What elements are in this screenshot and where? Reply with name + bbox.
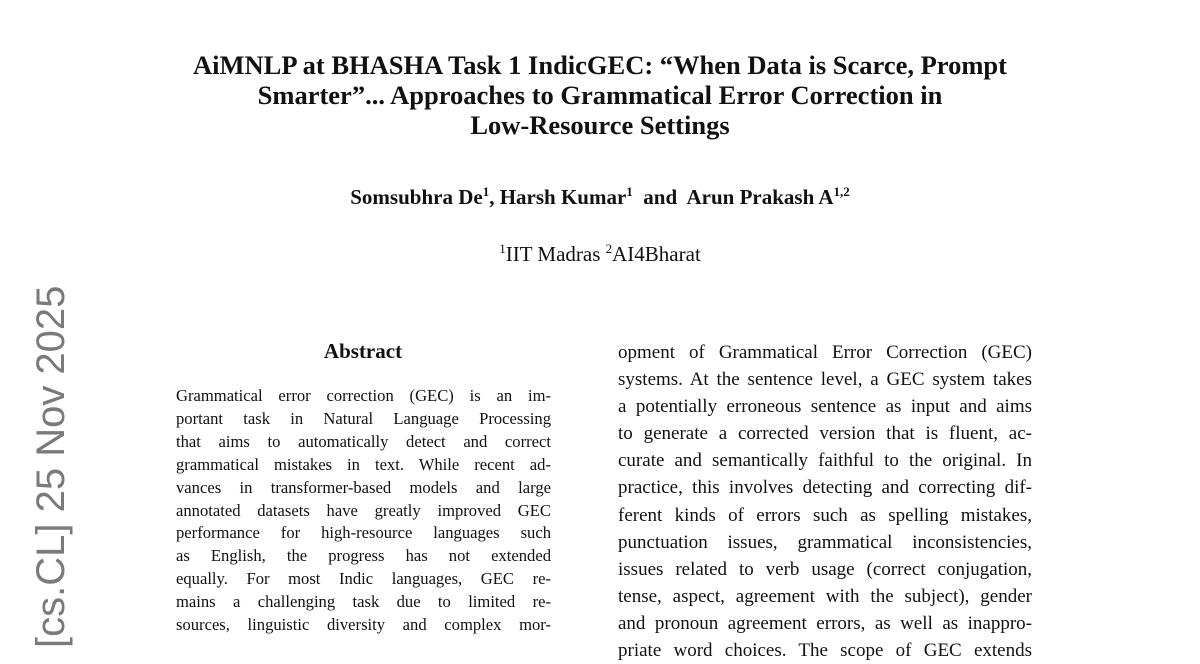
abstract-line: annotated datasets have greatly improved GEC [176, 500, 551, 520]
abstract-line: Grammatical error correction (GEC) is an im- [176, 386, 551, 405]
affiliation-name: IIT Madras [505, 242, 601, 266]
body-line: and pronoun agreement errors, as well as inappro- [618, 612, 1032, 634]
abstract-line: mains a challenging task due to limited re- [176, 592, 551, 612]
affiliation-mark: 2 [605, 241, 613, 256]
abstract-line: that aims to automatically detect and correct [176, 431, 551, 451]
body-line: tense, aspect, agreement with the subject), gender [618, 585, 1032, 607]
abstract-line: vances in transformer-based models and large [176, 477, 551, 497]
affiliations [100, 241, 1100, 267]
body-line: systems. At the sentence level, a GEC system takes [618, 369, 1032, 391]
body-line: ferent kinds of errors such as spelling mistakes, [618, 504, 1032, 526]
affiliation-name: AI4Bharat [612, 242, 701, 266]
abstract-line: grammatical mistakes in text. While recent ad- [176, 454, 551, 474]
paper-title [100, 50, 1100, 140]
author-affiliation-mark: 1 [626, 184, 633, 199]
author-separator: and [643, 185, 678, 209]
body-line: punctuation issues, grammatical inconsistencies, [618, 531, 1032, 553]
body-line: to generate a corrected version that is fluent, ac- [618, 423, 1032, 445]
title-line: Low-Resource Settings [470, 110, 730, 140]
abstract-line: equally. For most Indic languages, GEC re- [176, 569, 551, 589]
author-name: Somsubhra De [350, 185, 483, 209]
abstract-heading: Abstract [323, 339, 403, 363]
author-affiliation-mark: 1,2 [833, 184, 850, 199]
author-list [100, 184, 1100, 210]
body-line: priate word choices. The scope of GEC extends [618, 640, 1032, 662]
author-affiliation-mark: 1 [482, 184, 490, 199]
author-name: Arun Prakash A [686, 185, 834, 209]
abstract-line: performance for high-resource languages such [176, 523, 551, 543]
body-line: issues related to verb usage (correct conjugation, [618, 558, 1032, 580]
abstract-body [176, 385, 551, 637]
body-line: practice, this involves detecting and correcting dif- [618, 477, 1032, 499]
arxiv-side-stamp: [cs.CL] 25 Nov 2025 [29, 285, 73, 648]
body-line: opment of Grammatical Error Correction (GEC) [618, 342, 1032, 363]
author-separator: , [489, 185, 495, 209]
title-line: Smarter”... Approaches to Grammatical Error Correction in [257, 80, 943, 110]
intro-column [618, 339, 1032, 664]
body-line: curate and semantically faithful to the original. In [618, 450, 1032, 472]
affiliation-mark: 1 [499, 241, 506, 256]
author-name: Harsh Kumar [499, 185, 627, 209]
abstract-line: as English, the progress has not extended [176, 546, 551, 566]
body-line: a potentially erroneous sentence as input and aims [618, 396, 1032, 418]
title-line: AiMNLP at BHASHA Task 1 IndicGEC: “When Data is Scarce, Prompt [193, 50, 1007, 80]
abstract-line: portant task in Natural Language Processing [176, 408, 551, 428]
abstract-line: sources, linguistic diversity and complex mor- [176, 615, 551, 635]
